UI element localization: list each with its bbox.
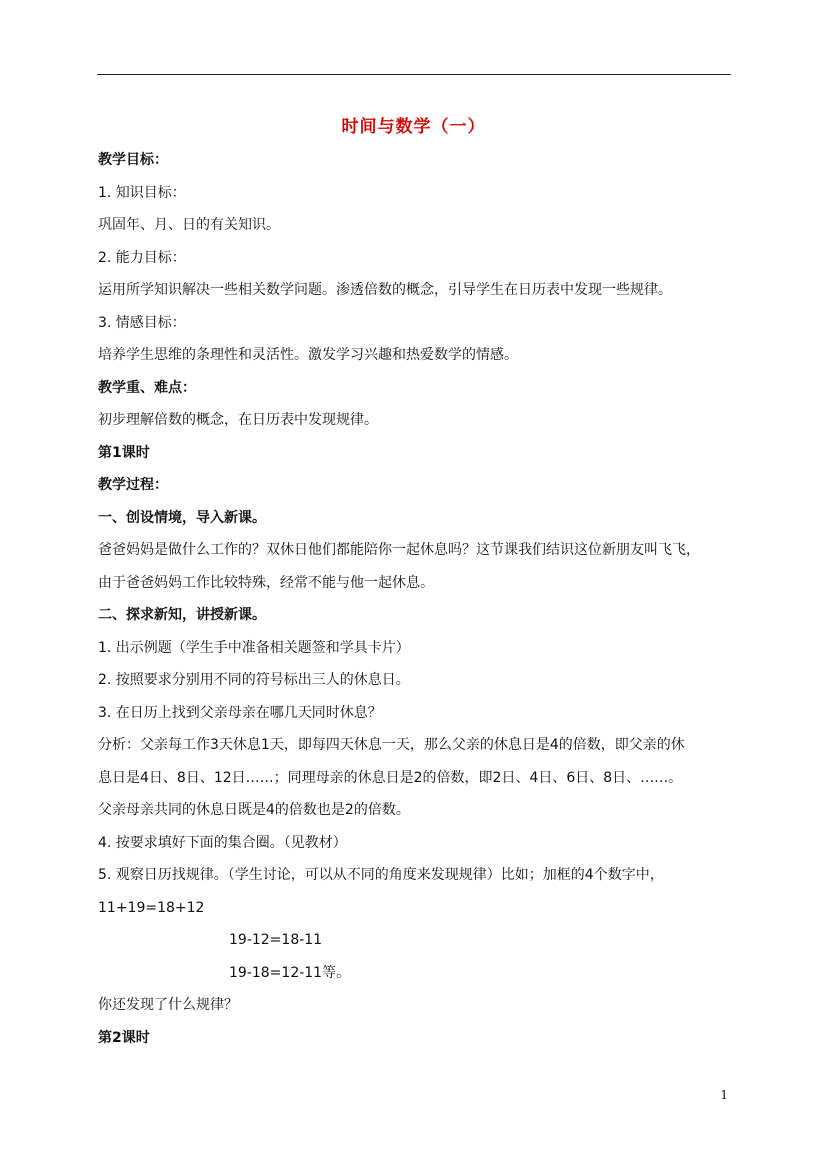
heading-lesson-1: 第1课时 — [98, 445, 150, 461]
page-number: 1 — [720, 1088, 728, 1102]
paragraph-line: 由于爸爸妈妈工作比较特殊，经常不能与他一起休息。 — [98, 575, 434, 591]
step-4: 4. 按要求填好下面的集合圈。（见教材） — [98, 835, 347, 851]
goal-3-label: 3. 情感目标： — [98, 315, 186, 331]
step-5: 5. 观察日历找规律。（学生讨论，可以从不同的角度来发现规律）比如；加框的4个数字中， — [98, 867, 664, 883]
header-rule — [97, 74, 731, 75]
paragraph-line: 爸爸妈妈是做什么工作的？双休日他们都能陪你一起休息吗？这节课我们结识这位新朋友叫飞飞， — [98, 542, 700, 558]
document-title: 时间与数学（一） — [341, 117, 486, 137]
equation-line: 19-12=18-11 — [229, 932, 323, 948]
goal-2-label: 2. 能力目标： — [98, 250, 186, 266]
analysis-line: 父亲母亲共同的休息日既是4的倍数也是2的倍数。 — [98, 802, 410, 818]
question-line: 你还发现了什么规律？ — [98, 997, 238, 1013]
goal-1-text: 巩固年、月、日的有关知识。 — [98, 217, 280, 233]
heading-teaching-goals: 教学目标： — [98, 152, 168, 168]
section-1-heading: 一、创设情境，导入新课。 — [98, 510, 266, 526]
heading-lesson-2: 第2课时 — [98, 1030, 150, 1046]
section-2-heading: 二、探求新知，讲授新课。 — [98, 607, 266, 623]
equation-line: 11+19=18+12 — [98, 900, 205, 916]
step-3: 3. 在日历上找到父亲母亲在哪几天同时休息？ — [98, 705, 382, 721]
goal-2-text: 运用所学知识解决一些相关数学问题。渗透倍数的概念，引导学生在日历表中发现一些规律。 — [98, 282, 672, 298]
equation-line: 19-18=12-11等。 — [229, 965, 351, 981]
heading-key-points: 教学重、难点： — [98, 380, 196, 396]
heading-teaching-process: 教学过程： — [98, 477, 168, 493]
goal-1-label: 1. 知识目标： — [98, 185, 186, 201]
key-points-text: 初步理解倍数的概念，在日历表中发现规律。 — [98, 412, 378, 428]
step-2: 2. 按照要求分别用不同的符号标出三人的休息日。 — [98, 672, 410, 688]
step-1: 1. 出示例题（学生手中准备相关题签和学具卡片） — [98, 640, 410, 656]
analysis-line: 息日是4日、8日、12日……；同理母亲的休息日是2的倍数，即2日、4日、6日、8日、……。 — [98, 770, 683, 786]
analysis-line: 分析：父亲每工作3天休息1天，即每四天休息一天，那么父亲的休息日是4的倍数，即父亲的休 — [98, 737, 685, 753]
goal-3-text: 培养学生思维的条理性和灵活性。激发学习兴趣和热爱数学的情感。 — [98, 347, 518, 363]
